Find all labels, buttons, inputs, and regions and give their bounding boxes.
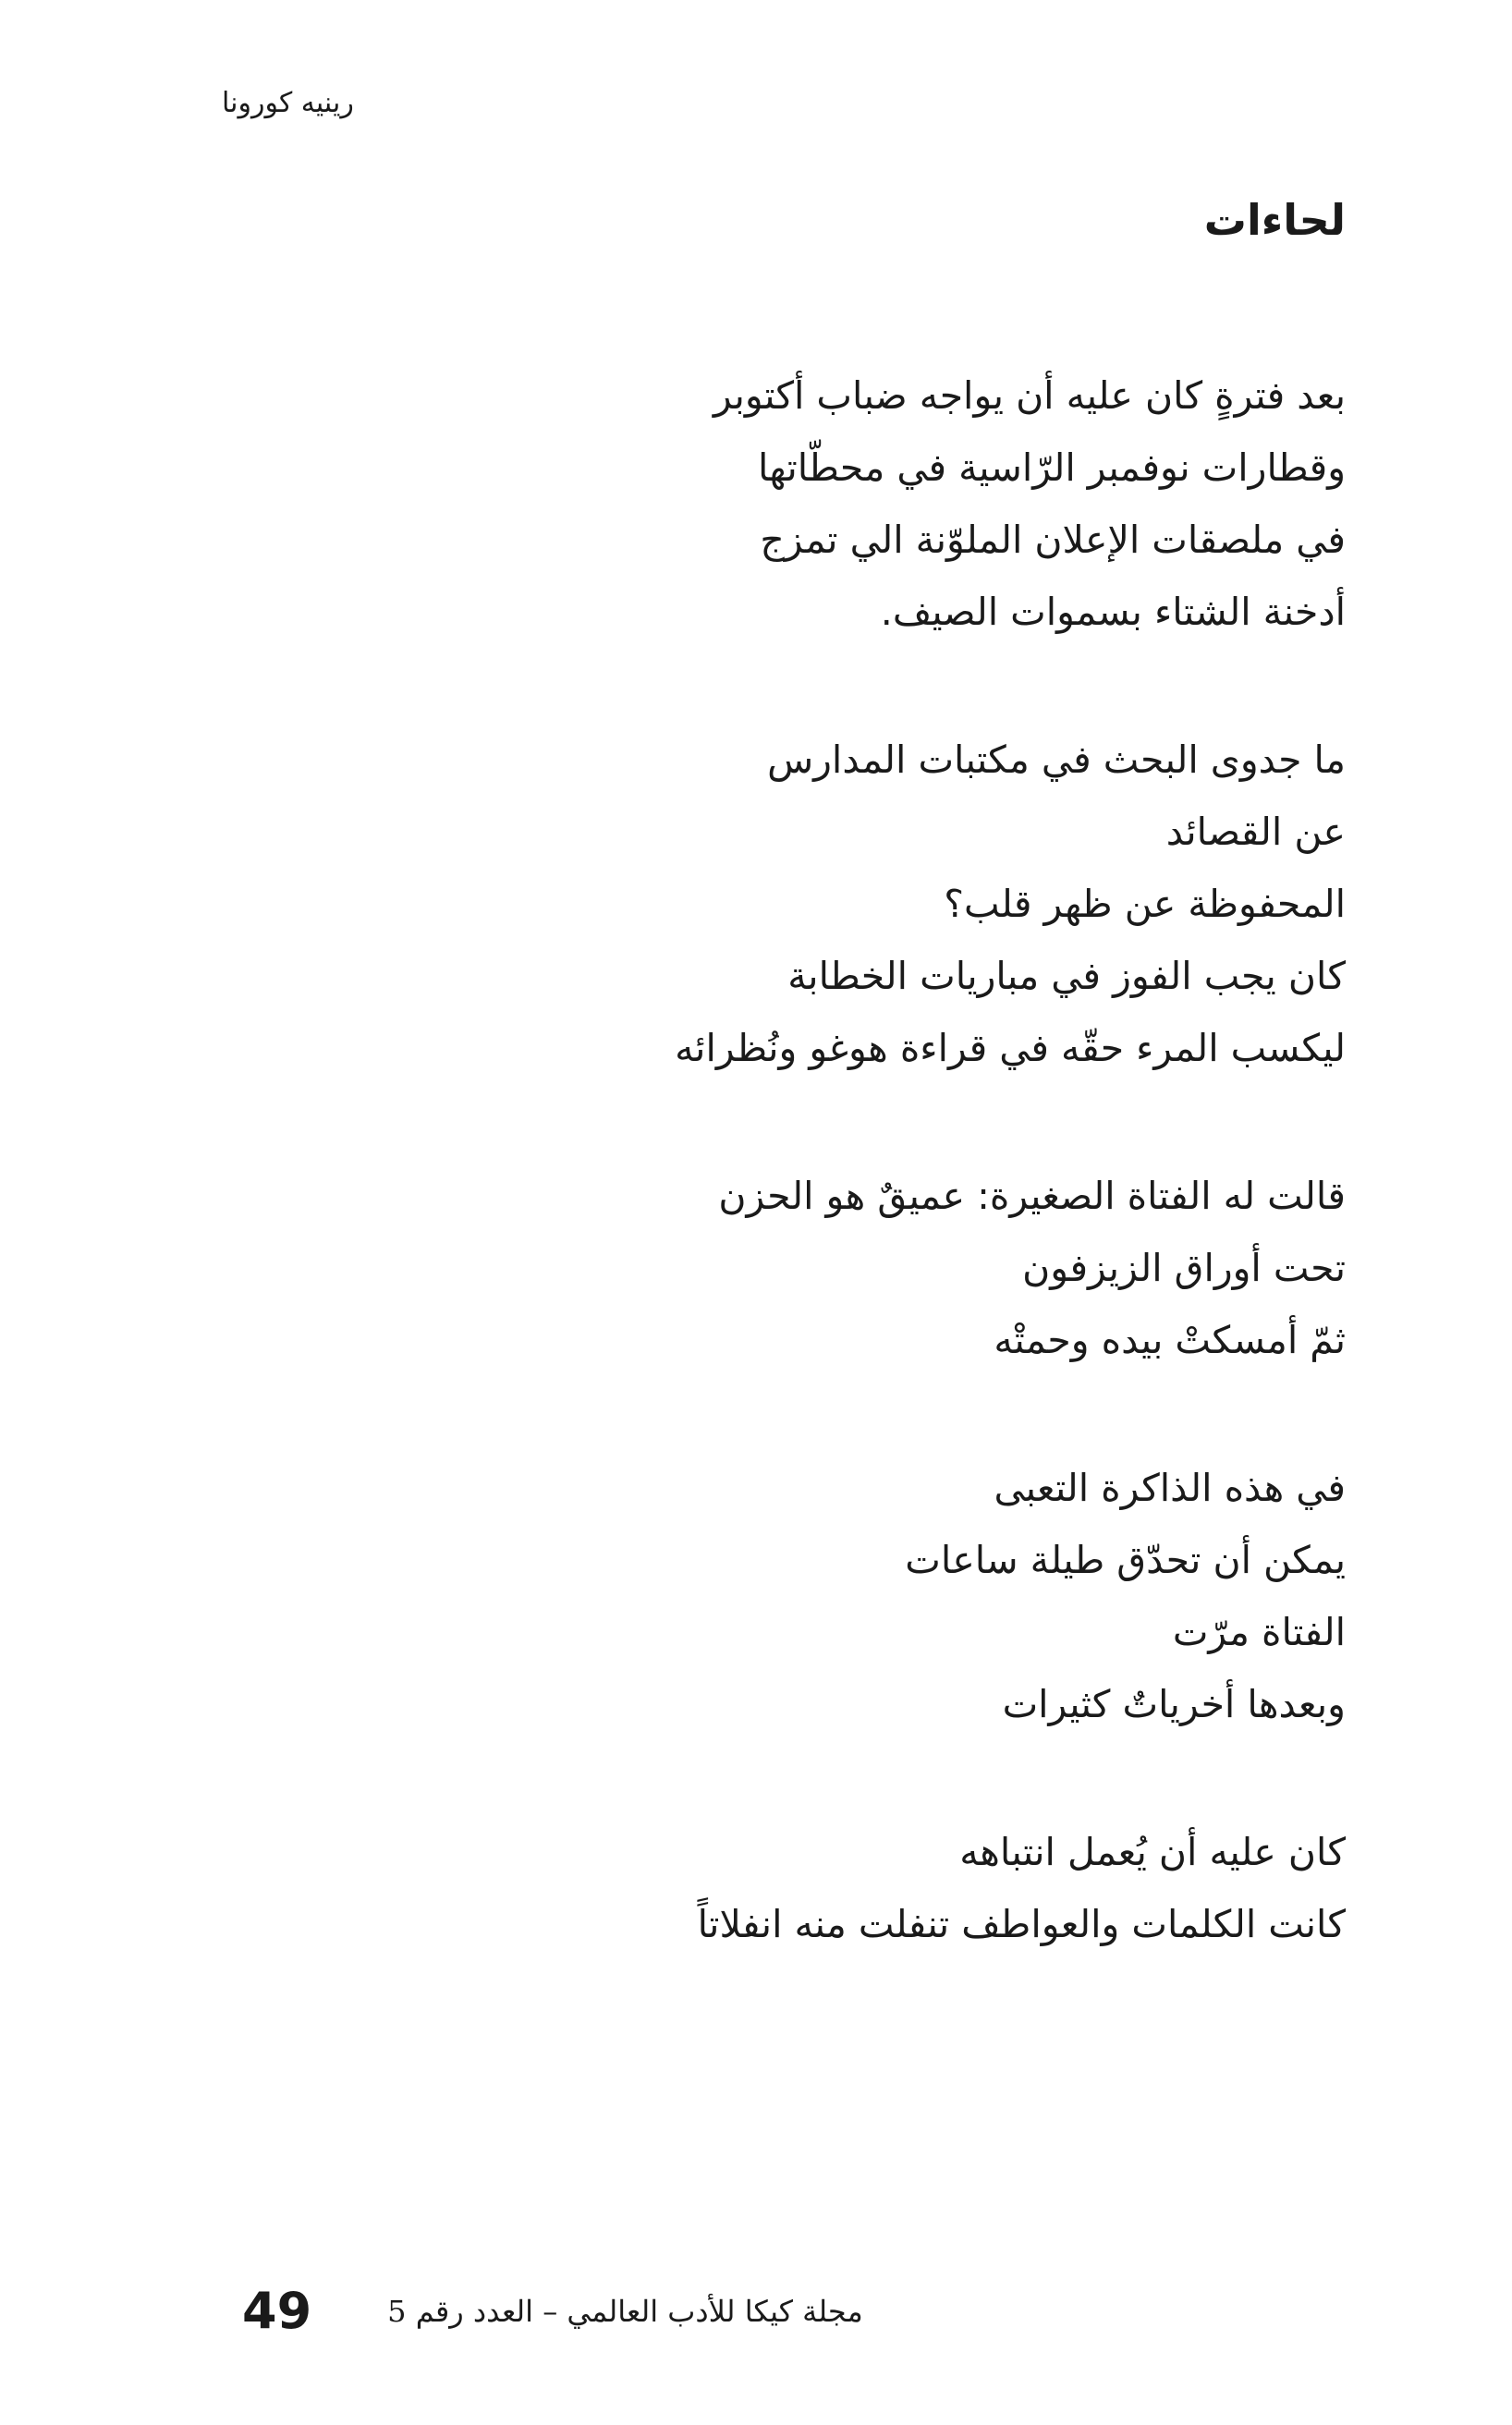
poem-line: وقطارات نوفمبر الرّاسية في محطّاتها [757,445,1346,490]
poem-line: عن القصائد [1165,810,1346,854]
poem-line: يمكن أن تحدّق طيلة ساعات [905,1538,1346,1582]
poem-line: وبعدها أخرياتٌ كثيرات [1002,1682,1346,1726]
stanza [421,724,1346,1084]
running-header-author: رينيه كورونا [222,87,354,119]
poem-line: كان عليه أن يُعمل انتباهه [959,1830,1346,1874]
poem-line: كان يجب الفوز في مباريات الخطابة [787,954,1346,998]
poem-line: ليكسب المرء حقّه في قراءة هوغو ونُظرائه [675,1026,1346,1070]
poem-title: لحاءات [1203,195,1346,245]
poem-line: في ملصقات الإعلان الملوّنة الي تمزج [760,518,1346,562]
poem-line: الفتاة مرّت [1172,1610,1346,1654]
poem-line: المحفوظة عن ظهر قلب؟ [944,882,1346,926]
poem-line: أدخنة الشتاء بسموات الصيف. [880,590,1346,634]
page-footer [242,2281,863,2342]
poem-line: في هذه الذاكرة التعبى [994,1466,1346,1510]
poem-line: تحت أوراق الزيزفون [1022,1246,1346,1290]
poem-line: كانت الكلمات والعواطف تنفلت منه انفلاتاً [697,1902,1346,1946]
page-number: 49 [242,2282,312,2340]
poem-line: ما جدوى البحث في مكتبات المدارس [767,737,1346,782]
stanza [421,359,1346,648]
journal-issue-label: مجلة كيكا للأدب العالمي – العدد رقم 5 [387,2294,863,2329]
poem-line: بعد فترةٍ كان عليه أن يواجه ضباب أكتوبر [713,373,1346,418]
poem-line: ثمّ أمسكتْ بيده وحمتْه [994,1318,1346,1362]
stanza [421,1452,1346,1740]
poem [421,189,1346,1960]
stanza [421,1160,1346,1376]
stanza [421,1816,1346,1960]
poem-line: قالت له الفتاة الصغيرة: عميقٌ هو الحزن [718,1174,1346,1218]
